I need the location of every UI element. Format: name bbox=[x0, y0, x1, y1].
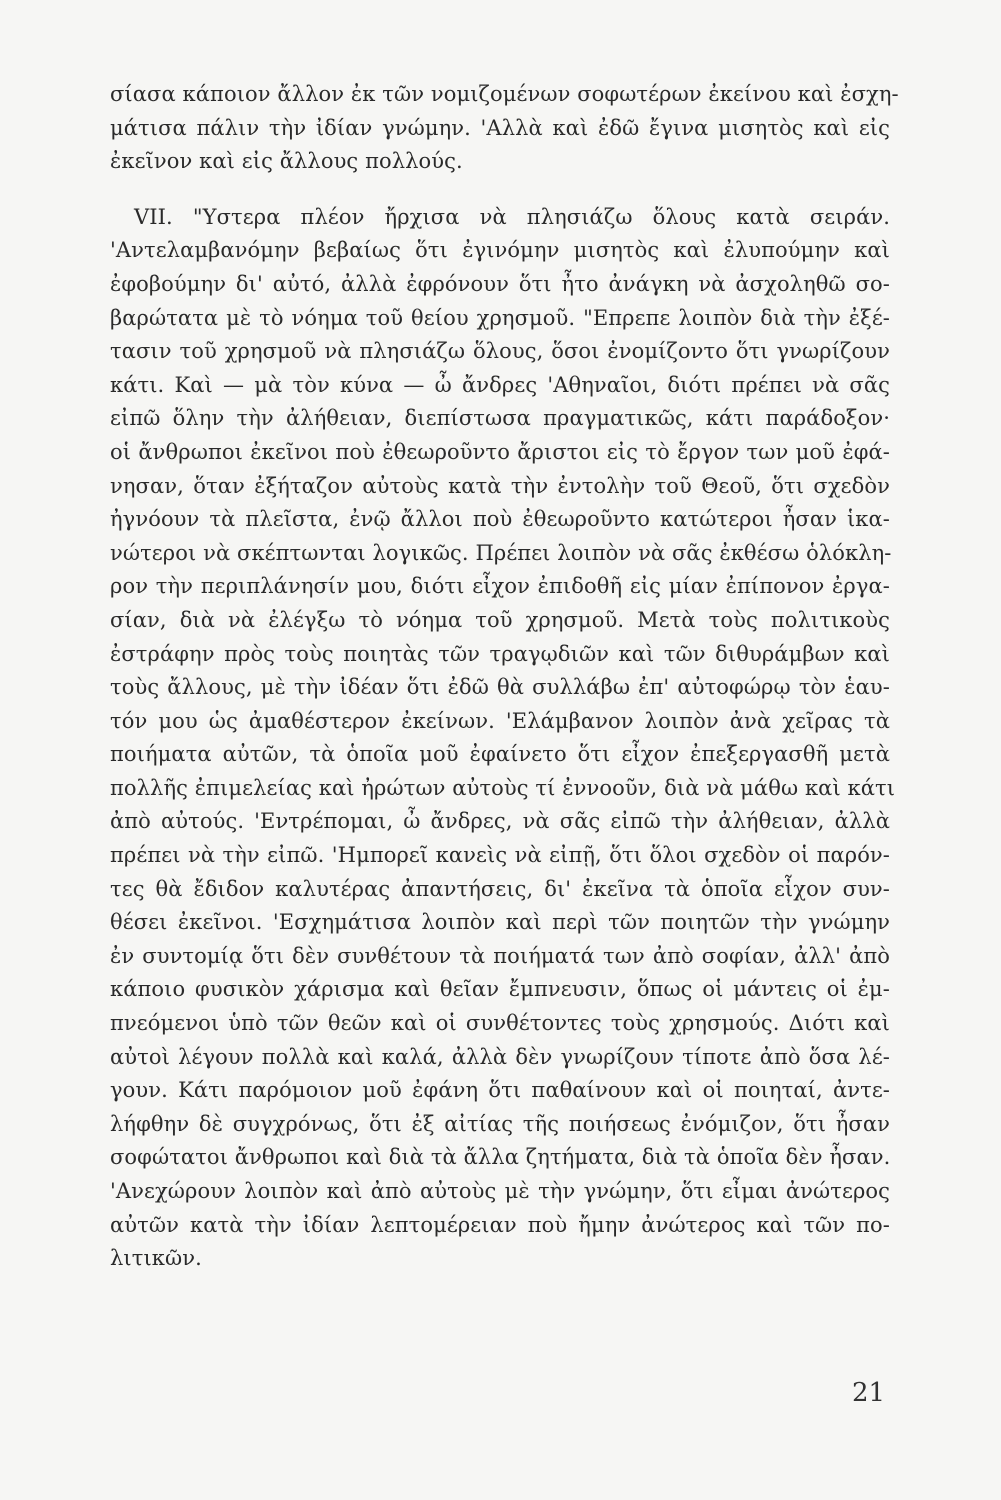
text-line: λιτικῶν. bbox=[110, 1246, 202, 1271]
text-line: 'Ανεχώρουν λοιπὸν καὶ ἀπὸ αὐτοὺς μὲ τὴν γνώμην, ὅτι εἶμαι ἀνώτερος bbox=[110, 1179, 890, 1203]
paragraph-gap bbox=[110, 179, 890, 201]
text-line: οἱ ἄνθρωποι ἐκεῖνοι ποὺ ἐθεωροῦντο ἄριστοι εἰς τὸ ἔργον των μοῦ ἐφά- bbox=[110, 439, 890, 464]
text-line: τασιν τοῦ χρησμοῦ νὰ πλησιάζω ὅλους, ὅσοι ἐνομίζοντο ὅτι γνωρίζουν bbox=[110, 339, 890, 364]
paragraph-2 bbox=[110, 201, 896, 1276]
text-line: νησαν, ὅταν ἐξήταζον αὐτοὺς κατὰ τὴν ἐντολὴν τοῦ Θεοῦ, ὅτι σχεδὸν bbox=[110, 473, 890, 498]
body-text bbox=[110, 78, 899, 1276]
text-line: 'Αντελαμβανόμην βεβαίως ὅτι ἐγινόμην μισητὸς καὶ ἐλυπούμην καὶ bbox=[110, 238, 890, 263]
text-line: μάτισα πάλιν τὴν ἰδίαν γνώμην. 'Αλλὰ καὶ ἐδῶ ἔγινα μισητὸς καὶ εἰς bbox=[110, 115, 890, 140]
text-line: ρον τὴν περιπλάνησίν μου, διότι εἶχον ἐπιδοθῆ εἰς μίαν ἐπίπονον ἐργα- bbox=[110, 574, 890, 599]
text-line: ποιήματα αὐτῶν, τὰ ὁποῖα μοῦ ἐφαίνετο ὅτι εἶχον ἐπεξεργασθῆ μετὰ bbox=[110, 742, 890, 767]
text-line: αὐτῶν κατὰ τὴν ἰδίαν λεπτομέρειαν ποὺ ἤμην ἀνώτερος καὶ τῶν πο- bbox=[110, 1212, 890, 1237]
text-line: τες θὰ ἔδιδον καλυτέρας ἀπαντήσεις, δι' ἐκεῖνα τὰ ὁποῖα εἶχον συν- bbox=[110, 876, 890, 901]
text-line: VII. "Υστερα πλέον ἤρχισα νὰ πλησιάζω ὅλους κατὰ σειράν. bbox=[134, 204, 890, 229]
text-line: πρέπει νὰ τὴν εἰπῶ. 'Ημπορεῖ κανεὶς νὰ εἰπῇ, ὅτι ὅλοι σχεδὸν οἱ παρόν- bbox=[110, 843, 890, 868]
text-line: ἐν συντομίᾳ ὅτι δὲν συνθέτουν τὰ ποιήματά των ἀπὸ σοφίαν, ἀλλ' ἀπὸ bbox=[110, 943, 890, 968]
text-line: σοφώτατοι ἄνθρωποι καὶ διὰ τὰ ἄλλα ζητήματα, διὰ τὰ ὁποῖα δὲν ἦσαν. bbox=[110, 1145, 891, 1170]
text-line: εἰπῶ ὅλην τὴν ἀλήθειαν, διεπίστωσα πραγματικῶς, κάτι παράδοξον· bbox=[110, 406, 890, 431]
text-line: αὐτοὶ λέγουν πολλὰ καὶ καλά, ἀλλὰ δὲν γνωρίζουν τίποτε ἀπὸ ὅσα λέ- bbox=[110, 1044, 890, 1069]
text-line: ἠγνόουν τὰ πλεῖστα, ἐνῷ ἄλλοι ποὺ ἐθεωροῦντο κατώτεροι ἦσαν ἱκα- bbox=[110, 507, 890, 532]
text-line: θέσει ἐκεῖνοι. 'Εσχημάτισα λοιπὸν καὶ περὶ τῶν ποιητῶν τὴν γνώμην bbox=[110, 910, 890, 935]
text-line: ἐκεῖνον καὶ εἰς ἄλλους πολλούς. bbox=[110, 149, 463, 174]
text-line: νώτεροι νὰ σκέπτωνται λογικῶς. Πρέπει λοιπὸν νὰ σᾶς ἐκθέσω ὁλόκλη- bbox=[110, 540, 892, 565]
text-line: βαρώτατα μὲ τὸ νόημα τοῦ θείου χρησμοῦ. "Επρεπε λοιπὸν διὰ τὴν ἐξέ- bbox=[110, 305, 890, 330]
text-line: ἐστράφην πρὸς τοὺς ποιητὰς τῶν τραγῳδιῶν καὶ τῶν διθυράμβων καὶ bbox=[110, 641, 890, 666]
text-line: τόν μου ὡς ἀμαθέστερον ἐκείνων. 'Ελάμβανον λοιπὸν ἀνὰ χεῖρας τὰ bbox=[110, 708, 890, 733]
text-line: σίασα κάποιον ἄλλον ἐκ τῶν νομιζομένων σοφωτέρων ἐκείνου καὶ ἐσχη- bbox=[110, 82, 899, 106]
text-line: σίαν, διὰ νὰ ἐλέγξω τὸ νόημα τοῦ χρησμοῦ. Μετὰ τοὺς πολιτικοὺς bbox=[110, 607, 890, 632]
text-line: ἀπὸ αὐτούς. 'Εντρέπομαι, ὦ ἄνδρες, νὰ σᾶς εἰπῶ τὴν ἀλήθειαν, ἀλλὰ bbox=[110, 809, 890, 834]
text-line: γουν. Κάτι παρόμοιον μοῦ ἐφάνη ὅτι παθαίνουν καὶ οἱ ποιηταί, ἀντε- bbox=[110, 1078, 890, 1103]
text-line: κάποιο φυσικὸν χάρισμα καὶ θεῖαν ἔμπνευσιν, ὅπως οἱ μάντεις οἱ ἐμ- bbox=[110, 977, 890, 1002]
text-line: πολλῆς ἐπιμελείας καὶ ἠρώτων αὐτοὺς τί ἐννοοῦν, διὰ νὰ μάθω καὶ κάτι bbox=[110, 775, 896, 800]
text-line: τοὺς ἄλλους, μὲ τὴν ἰδέαν ὅτι ἐδῶ θὰ συλλάβω ἐπ' αὐτοφώρῳ τὸν ἑαυ- bbox=[110, 675, 890, 700]
text-line: ἐφοβούμην δι' αὐτό, ἀλλὰ ἐφρόνουν ὅτι ἦτο ἀνάγκη νὰ ἀσχοληθῶ σο- bbox=[110, 271, 890, 296]
text-line: πνεόμενοι ὑπὸ τῶν θεῶν καὶ οἱ συνθέτοντες τοὺς χρησμούς. Διότι καὶ bbox=[110, 1011, 890, 1036]
page-number: 21 bbox=[852, 1378, 886, 1408]
text-line: λήφθην δὲ συγχρόνως, ὅτι ἐξ αἰτίας τῆς ποιήσεως ἐνόμιζον, ὅτι ἦσαν bbox=[110, 1111, 890, 1136]
paragraph-1 bbox=[110, 78, 899, 179]
text-line: κάτι. Καὶ — μὰ τὸν κύνα — ὦ ἄνδρες 'Αθηναῖοι, διότι πρέπει νὰ σᾶς bbox=[110, 372, 890, 397]
